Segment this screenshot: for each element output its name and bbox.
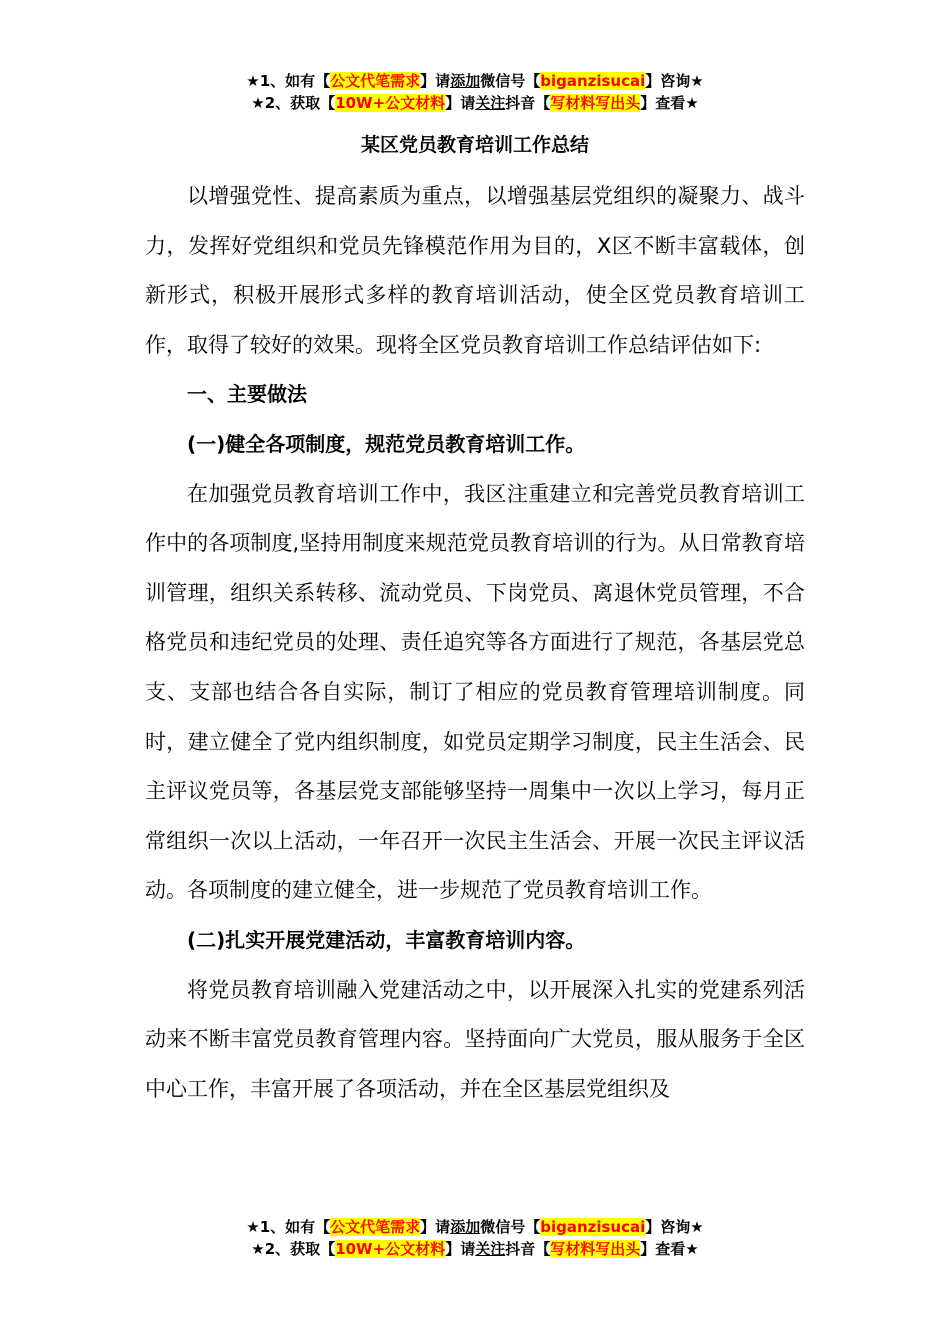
- document-title: 某区党员教育培训工作总结: [360, 134, 589, 156]
- promo-line-1: [0, 70, 950, 92]
- promo-text: ★2、获取【: [251, 94, 336, 112]
- promo-text: ★1、如有【: [246, 1218, 331, 1236]
- promo-text: 】请: [445, 1240, 476, 1258]
- highlight-douyin-id: 写材料写出头: [550, 94, 641, 112]
- promo-text: 】请: [445, 94, 476, 112]
- document-body: [145, 172, 805, 1114]
- promo-line-1: [0, 1216, 950, 1238]
- promo-text: 微信号【: [480, 72, 541, 90]
- promo-line-2: [0, 1238, 950, 1260]
- highlight-douyin-id: 写材料写出头: [550, 1240, 641, 1258]
- highlight-service: 公文代笔需求: [330, 72, 421, 90]
- promo-text: 】查看★: [640, 1240, 699, 1258]
- promo-text: 】咨询★: [645, 72, 704, 90]
- paragraph: 在加强党员教育培训工作中，我区注重建立和完善党员教育培训工作中的各项制度,坚持用制度来规范党员教育培训的行为。从日常教育培训管理，组织关系转移、流动党员、下岗党员、离退休党员管理，不合格党员和违纪党员的处理、责任追究等各方面进行了规范，各基层党总支、支部也结合各自实际，制订了相应的党员教育管理培训制度。同时，建立健全了党内组织制度，如党员定期学习制度，民主生活会、民主评议党员等，各基层党支部能够坚持一周集中一次以上学习，每月正常组织一次以上活动，一年召开一次民主生活会、开展一次民主评议活动。各项制度的建立健全，进一步规范了党员教育培训工作。: [145, 481, 805, 903]
- section-heading: 一、主要做法: [187, 382, 307, 407]
- highlight-wechat-id: biganzisucai: [540, 1218, 646, 1236]
- promo-line-2: [0, 92, 950, 114]
- paragraph: 将党员教育培训融入党建活动之中，以开展深入扎实的党建系列活动来不断丰富党员教育管理内容。坚持面向广大党员，服从服务于全区中心工作，丰富开展了各项活动，并在全区基层党组织及: [145, 977, 805, 1101]
- promo-emphasis: 关注: [475, 1240, 506, 1258]
- promo-text: 】请: [420, 1218, 451, 1236]
- highlight-materials: 10W+公文材料: [335, 1240, 446, 1258]
- promo-banner-bottom: [0, 1216, 950, 1260]
- highlight-service: 公文代笔需求: [330, 1218, 421, 1236]
- highlight-wechat-id: biganzisucai: [540, 72, 646, 90]
- promo-text: 】查看★: [640, 94, 699, 112]
- paragraph-intro: 以增强党性、提高素质为重点，以增强基层党组织的凝聚力、战斗力，发挥好党组织和党员先锋模范作用为目的，X区不断丰富载体，创新形式，积极开展形式多样的教育培训活动，使全区党员教育培训工作，取得了较好的效果。现将全区党员教育培训工作总结评估如下:: [145, 184, 805, 357]
- promo-text: 微信号【: [480, 1218, 541, 1236]
- promo-text: 】咨询★: [645, 1218, 704, 1236]
- promo-emphasis: 关注: [475, 94, 506, 112]
- highlight-materials: 10W+公文材料: [335, 94, 446, 112]
- promo-text: ★1、如有【: [246, 72, 331, 90]
- promo-text: 抖音【: [505, 1240, 551, 1258]
- promo-emphasis: 添加: [450, 72, 481, 90]
- promo-text: ★2、获取【: [251, 1240, 336, 1258]
- subsection-heading: (一)健全各项制度，规范党员教育培训工作。: [187, 431, 586, 456]
- promo-text: 抖音【: [505, 94, 551, 112]
- promo-emphasis: 添加: [450, 1218, 481, 1236]
- subsection-heading: (二)扎实开展党建活动，丰富教育培训内容。: [187, 927, 586, 952]
- promo-banner-top: [0, 70, 950, 114]
- promo-text: 】请: [420, 72, 451, 90]
